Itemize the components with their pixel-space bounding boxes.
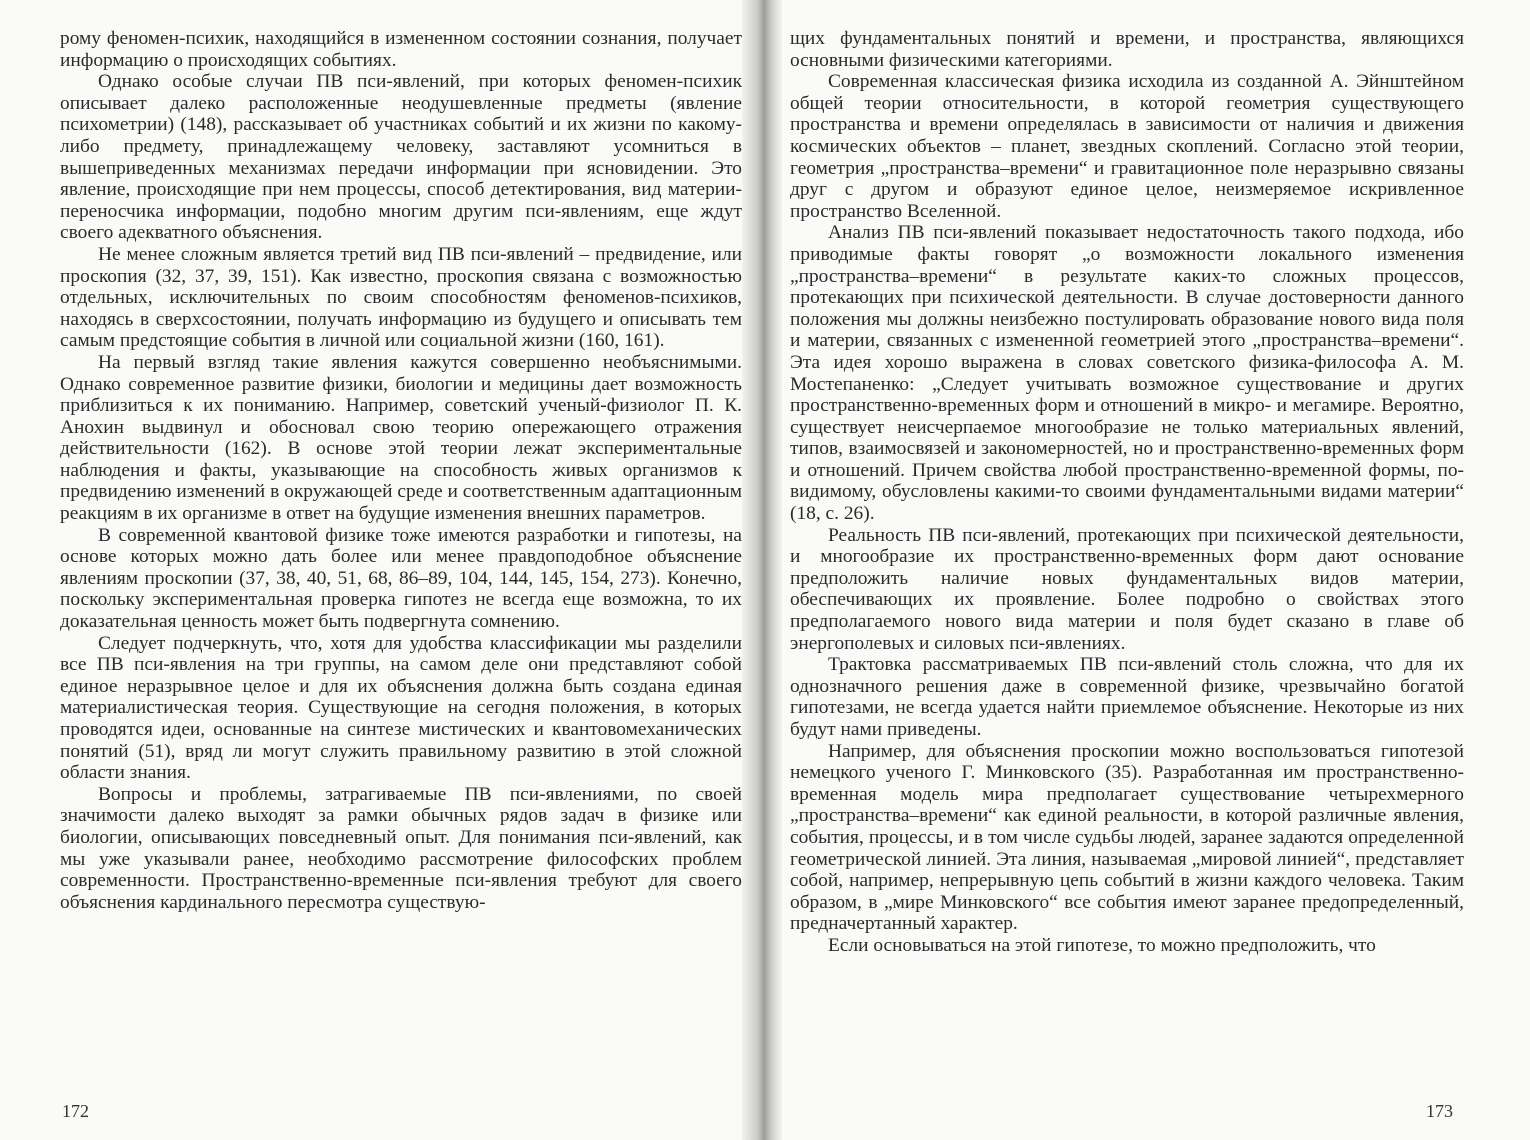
right-paragraph-2: Современная классическая физика исходила из созданной А. Эйнштейном общей теории относительности, в которой геометрия существующего пространства и времени определялась в зависимости от наличия и движения космических объектов – планет, звездных скоплений. Согласно этой теории, геометрия „пространства–времени“ и гравитационное поле неразрывно связаны друг с другом и образуют единое целое, неизмеряемое искривленное пространство Вселенной.: [790, 71, 1464, 222]
left-paragraph-3: Не менее сложным является третий вид ПВ пси-явлений – предвидение, или проскопия (32, 37, 39, 151). Как известно, проскопия связана с возможностью отдельных, исключительных по своим способностям феноменов-психиков, находясь в сверхсостоянии, получать информацию из будущего и описывать тем самым предстоящие события в личной или социальной жизни (160, 161).: [60, 243, 742, 352]
left-paragraph-5: В современной квантовой физике тоже имеются разработки и гипотезы, на основе которых можно дать более или менее правдоподобное объяснение явлениям проскопии (37, 38, 40, 51, 68, 86–89, 104, 144, 145, 154, 273). Конечно, поскольку экспериментальная проверка гипотез не всегда еще возможна, то их доказательная ценность может быть подвергнута сомнению.: [60, 524, 742, 633]
right-page-number: 173: [1426, 1101, 1453, 1121]
right-paragraph-4: Реальность ПВ пси-явлений, протекающих при психической деятельности, и многообразие их пространственно-временных форм дают основание предположить наличие новых фундаментальных видов материи, обеспечивающих их проявление. Более подробно о свойствах этого предполагаемого нового вида материи и поля будет сказано в главе об энергополевых и силовых пси-явлениях.: [790, 524, 1464, 654]
right-paragraph-5: Трактовка рассматриваемых ПВ пси-явлений столь сложна, что для их однозначного решения даже в современной физике, чрезвычайно богатой гипотезами, не всегда удается найти приемлемое объяснение. Некоторые из них будут нами приведены.: [790, 654, 1464, 740]
left-paragraph-1: рому феномен-психик, находящийся в измененном состоянии сознания, получает информацию о происходящих событиях.: [60, 28, 742, 71]
left-page-number: 172: [62, 1101, 89, 1121]
right-paragraph-6: Например, для объяснения проскопии можно воспользоваться гипотезой немецкого ученого Г. Минковского (35). Разработанная им пространственно-временная модель мира предполагает существование четырехмерного „пространства–времени“ как единой реальности, в которой различные явления, события, процессы, и в том числе судьбы людей, заранее задаются определенной геометрической линией. Эта линия, называемая „мировой линией“, представляет собой, например, непрерывную цепь событий в жизни каждого человека. Таким образом, в „мире Минковского“ все события имеют заранее предопределенный, предначертанный характер.: [790, 740, 1464, 935]
right-page: [790, 28, 1464, 957]
right-paragraph-7: Если основываться на этой гипотезе, то можно предположить, что: [828, 934, 1376, 956]
right-paragraph-3: Анализ ПВ пси-явлений показывает недостаточность такого подхода, ибо приводимые факты говорят „о возможности локального изменения „пространства–времени“ в результате каких-то сложных процессов, протекающих при психической деятельности. В случае достоверности данного положения мы должны неизбежно постулировать образование нового вида поля и материи, связанных с измененной геометрией этого „пространства–времени“. Эта идея хорошо выражена в словах советского физика-философа А. М. Мостепаненко: „Следует учитывать возможное существование и других пространственно-временных форм и отношений в микро- и мегамире. Вероятно, существует неисчерпаемое многообразие не только материальных явлений, типов, взаимосвязей и закономерностей, но и пространственно-временных форм и отношений. Причем свойства любой пространственно-временной формы, по-видимому, обусловлены какими-то своими фундаментальными видами материи“ (18, с. 26).: [790, 222, 1464, 525]
left-paragraph-2: Однако особые случаи ПВ пси-явлений, при которых феномен-психик описывает далеко расположенные неодушевленные предметы (явление психометрии) (148), рассказывает об участниках событий и их жизни по какому-либо предмету, принадлежащему человеку, заставляют усомниться в вышеприведенных механизмах передачи информации при ясновидении. Это явление, происходящие при нем процессы, способ детектирования, вид материи-переносчика информации, подобно многим другим пси-явлениям, еще ждут своего адекватного объяснения.: [60, 71, 742, 244]
left-paragraph-6: Следует подчеркнуть, что, хотя для удобства классификации мы разделили все ПВ пси-явления на три группы, на самом деле они представляют собой единое неразрывное целое и для их объяснения должна быть создана единая материалистическая теория. Существующие на сегодня положения, в которых проводятся идеи, основанные на синтезе мистических и квантовомеханических понятий (51), вряд ли могут служить правильному развитию в этой сложной области знания.: [60, 632, 742, 784]
book-gutter: [742, 0, 782, 1140]
left-paragraph-4: На первый взгляд такие явления кажутся совершенно необъяснимыми. Однако современное развитие физики, биологии и медицины дает возможность приблизиться к их пониманию. Например, советский ученый-физиолог П. К. Анохин выдвинул и обосновал свою теорию опережающего отражения действительности (162). В основе этой теории лежат экспериментальные наблюдения и факты, указывающие на способность живых организмов к предвидению изменений в окружающей среде и соответственным адаптационным реакциям в их организме в ответ на будущие изменения внешних параметров.: [60, 351, 742, 525]
right-paragraph-1: щих фундаментальных понятий и времени, и пространства, являющихся основными физическими категориями.: [790, 28, 1464, 71]
left-paragraph-7: Вопросы и проблемы, затрагиваемые ПВ пси-явлениями, по своей значимости далеко выходят за рамки обычных рядов задач в физике или биологии, описывающих повседневный опыт. Для понимания пси-явлений, как мы уже указывали ранее, необходимо рассмотрение философских проблем современности. Пространственно-временные пси-явления требуют для своего объяснения кардинального пересмотра существую-: [60, 783, 742, 913]
left-page: [60, 28, 742, 913]
